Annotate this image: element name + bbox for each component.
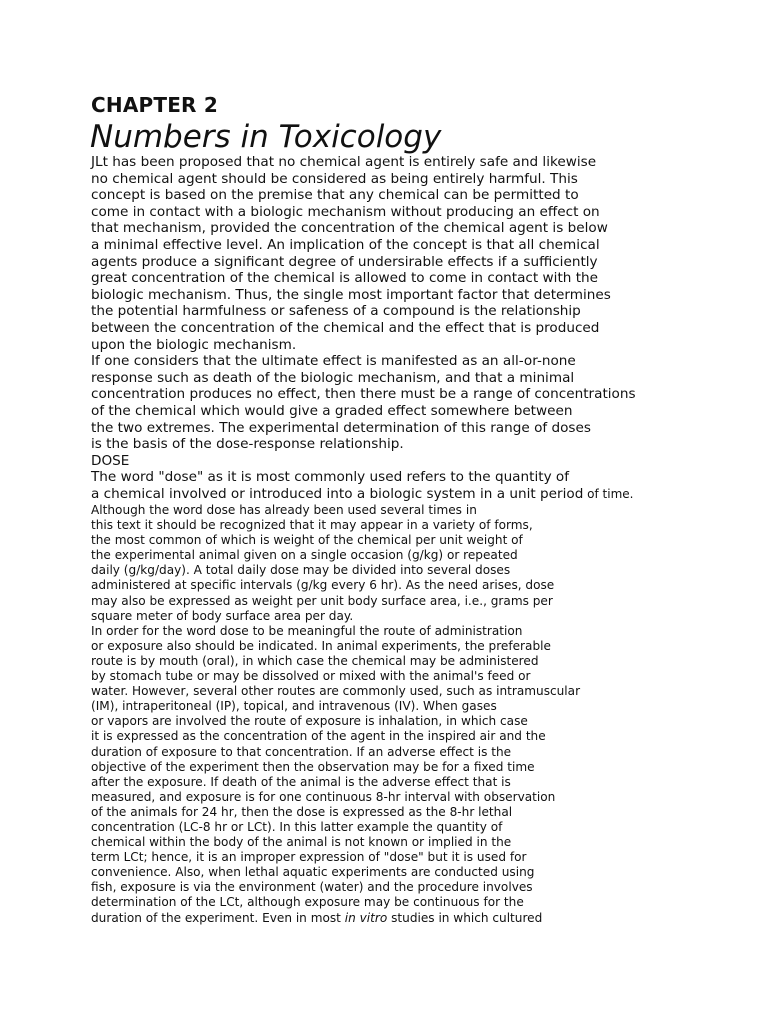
text-line: In order for the word dose to be meaningful the route of administration xyxy=(91,623,523,638)
text-line: chemical within the body of the animal is not known or implied in the xyxy=(91,835,512,850)
text-line: (IM), intraperitoneal (IP), topical, and intravenous (IV). When gases xyxy=(91,699,497,714)
text-line-tail: of time. xyxy=(583,486,634,501)
text-line: If one considers that the ultimate effect is manifested as an all-or-none xyxy=(91,353,576,370)
text-line: fish, exposure is via the environment (water) and the procedure involves xyxy=(91,880,533,895)
chapter-title: Numbers in Toxicology xyxy=(90,119,442,155)
text-line: daily (g/kg/day). A total daily dose may be divided into several doses xyxy=(91,563,511,578)
text-line: no chemical agent should be considered as being entirely harmful. This xyxy=(91,170,578,187)
text-line: The word "dose" as it is most commonly used refers to the quantity of xyxy=(91,469,570,486)
italic-term-in-vitro: in vitro xyxy=(344,910,388,925)
text-line: after the exposure. If death of the animal is the adverse effect that is xyxy=(91,774,511,789)
text-line: measured, and exposure is for one continuous 8-hr interval with observation xyxy=(91,789,556,804)
text-line: or vapors are involved the route of exposure is inhalation, in which case xyxy=(91,714,528,729)
text-line: by stomach tube or may be dissolved or mixed with the animal's feed or xyxy=(91,669,531,684)
text-line: concept is based on the premise that any chemical can be permitted to xyxy=(91,187,579,204)
text-line: the potential harmfulness or safeness of a compound is the relationship xyxy=(91,303,581,320)
text-line: duration of exposure to that concentration. If an adverse effect is the xyxy=(91,744,512,759)
text-line: Although the word dose has already been used several times in xyxy=(91,503,477,517)
text-line: great concentration of the chemical is allowed to come in contact with the xyxy=(91,270,599,287)
text-line: objective of the experiment then the observation may be for a fixed time xyxy=(91,759,535,774)
text-line: biologic mechanism. Thus, the single most important factor that determines xyxy=(91,286,611,303)
text-line: is the basis of the dose-response relationship. xyxy=(91,436,404,453)
chapter-label: CHAPTER 2 xyxy=(91,93,218,117)
text-line-last xyxy=(91,911,580,926)
text-line: of the chemical which would give a graded effect somewhere between xyxy=(91,402,573,419)
text-line: square meter of body surface area per day. xyxy=(91,608,354,623)
text-line: term LCt; hence, it is an improper expression of "dose" but it is used for xyxy=(91,850,527,865)
text-line: water. However, several other routes are commonly used, such as intramuscular xyxy=(91,684,581,699)
text-line-period xyxy=(91,486,636,503)
text-line: of the animals for 24 hr, then the dose is expressed as the 8-hr lethal xyxy=(91,804,513,819)
text-line: between the concentration of the chemical and the effect that is produced xyxy=(91,319,600,336)
text-line: upon the biologic mechanism. xyxy=(91,336,297,353)
text-line: determination of the LCt, although exposure may be continuous for the xyxy=(91,895,524,910)
text-line: convenience. Also, when lethal aquatic experiments are conducted using xyxy=(91,865,535,880)
text-line: this text it should be recognized that it may appear in a variety of forms, xyxy=(91,518,533,533)
text-line: the two extremes. The experimental determination of this range of doses xyxy=(91,419,591,436)
text-segment: studies in which cultured xyxy=(387,910,543,925)
text-line: it is expressed as the concentration of the agent in the inspired air and the xyxy=(91,729,546,744)
text-line: administered at specific intervals (g/kg every 6 hr). As the need arises, dose xyxy=(91,578,555,593)
text-line: or exposure also should be indicated. In animal experiments, the preferable xyxy=(91,638,551,653)
text-line: may also be expressed as weight per unit body surface area, i.e., grams per xyxy=(91,593,553,608)
text-line: come in contact with a biologic mechanism without producing an effect on xyxy=(91,203,600,220)
intro-text-block xyxy=(91,154,636,502)
text-line: concentration produces no effect, then there must be a range of concentrations xyxy=(91,386,636,403)
section-heading-dose: DOSE xyxy=(91,452,130,469)
text-line: that mechanism, provided the concentration of the chemical agent is below xyxy=(91,220,608,237)
text-line-main: a chemical involved or introduced into a biologic system in a unit period xyxy=(91,485,584,502)
text-line: concentration (LC-8 hr or LCt). In this latter example the quantity of xyxy=(91,819,503,834)
text-segment: duration of the experiment. Even in most xyxy=(91,910,345,925)
text-line: agents produce a significant degree of undersirable effects if a sufficiently xyxy=(91,253,598,270)
text-line: route is by mouth (oral), in which case the chemical may be administered xyxy=(91,653,539,668)
body-text-block xyxy=(91,503,580,926)
text-line: response such as death of the biologic mechanism, and that a minimal xyxy=(91,369,575,386)
text-line: JLt has been proposed that no chemical agent is entirely safe and likewise xyxy=(91,154,597,170)
text-line: the experimental animal given on a single occasion (g/kg) or repeated xyxy=(91,548,518,563)
text-line: a minimal effective level. An implication of the concept is that all chemical xyxy=(91,236,600,253)
text-line: the most common of which is weight of the chemical per unit weight of xyxy=(91,533,523,548)
